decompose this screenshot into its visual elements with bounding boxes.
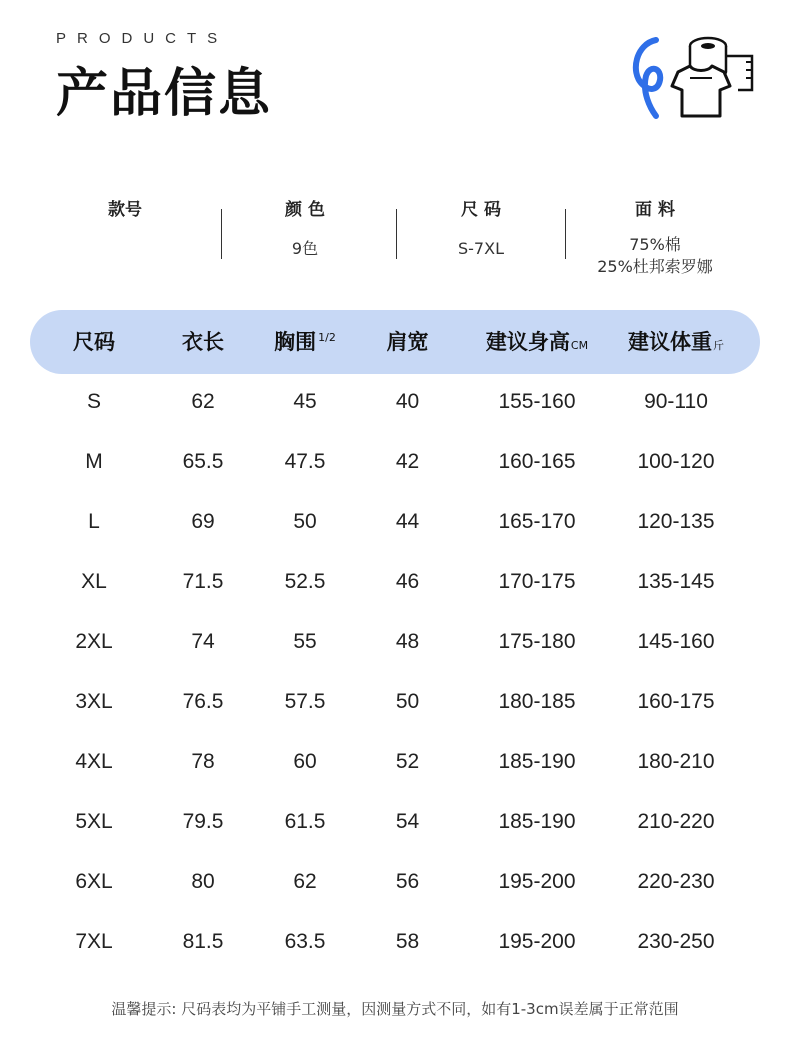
page-header: [56, 30, 272, 126]
table-cell: 44: [395, 510, 420, 533]
table-cell: 185-190: [498, 750, 576, 773]
table-row: [30, 552, 760, 612]
header-unit: CM: [570, 339, 589, 352]
table-cell: 7XL: [75, 930, 113, 953]
table-row: [30, 492, 760, 552]
table-cell: 47.5: [284, 450, 326, 473]
products-kicker: PRODUCTS: [56, 30, 229, 47]
info-label: 颜 色: [285, 200, 325, 220]
table-row: [30, 372, 760, 432]
table-cell: M: [85, 450, 103, 473]
table-cell: 180-185: [498, 690, 576, 713]
table-cell: 210-220: [637, 810, 715, 833]
table-cell: 230-250: [637, 930, 715, 953]
table-cell: 63.5: [284, 930, 326, 953]
table-row: [30, 612, 760, 672]
table-cell: 3XL: [75, 690, 113, 713]
table-row: [30, 792, 760, 852]
table-cell: 50: [293, 510, 317, 533]
header-cell: [250, 310, 360, 374]
table-cell: 56: [395, 870, 420, 893]
table-cell: 80: [191, 870, 215, 893]
table-cell: 46: [395, 570, 420, 593]
table-cell: 52: [395, 750, 420, 773]
table-cell: L: [88, 510, 100, 533]
table-cell: 40: [395, 390, 420, 413]
info-label: 款号: [108, 200, 142, 220]
table-cell: 57.5: [284, 690, 326, 713]
table-cell: 195-200: [498, 870, 576, 893]
header-text: 建议身高: [485, 330, 570, 354]
table-cell: 145-160: [637, 630, 715, 653]
table-cell: 62: [293, 870, 317, 893]
header-text: 衣长: [182, 330, 224, 354]
header-cell: [148, 310, 258, 374]
table-cell: 55: [293, 630, 317, 653]
size-table-header: [30, 310, 760, 374]
table-cell: 61.5: [284, 810, 326, 833]
table-cell: 54: [395, 810, 420, 833]
info-label: 尺 码: [461, 200, 501, 220]
header-cell: [458, 310, 616, 374]
table-cell: 42: [395, 450, 420, 473]
measurement-note: 温馨提示: 尺码表均为平铺手工测量，因测量方式不同，如有1-3cm误差属于正常范围: [111, 1000, 679, 1018]
table-cell: 170-175: [498, 570, 576, 593]
table-cell: 180-210: [637, 750, 715, 773]
table-cell: 52.5: [284, 570, 326, 593]
table-cell: 5XL: [75, 810, 113, 833]
info-style-number: [40, 195, 210, 238]
table-cell: 45: [293, 390, 317, 413]
table-row: [30, 432, 760, 492]
table-cell: 48: [395, 630, 420, 653]
tshirt-icon: [672, 66, 730, 116]
table-cell: 90-110: [644, 390, 708, 413]
table-cell: 79.5: [182, 810, 224, 833]
table-cell: 220-230: [637, 870, 715, 893]
table-cell: S: [86, 390, 101, 413]
table-cell: 100-120: [637, 450, 715, 473]
info-label: 面 料: [635, 200, 675, 220]
table-cell: 135-145: [637, 570, 715, 593]
header-cell: [30, 310, 158, 374]
header-cell: [350, 310, 465, 374]
table-cell: 6XL: [75, 870, 113, 893]
tape-measure-icon: [628, 32, 758, 122]
table-row: [30, 672, 760, 732]
page-title: 产品信息: [56, 64, 273, 124]
table-cell: XL: [81, 570, 107, 593]
info-fabric: [570, 195, 740, 278]
product-info: [40, 195, 750, 295]
table-cell: 195-200: [498, 930, 576, 953]
table-cell: 4XL: [75, 750, 113, 773]
info-size: [396, 195, 566, 260]
table-row: [30, 912, 760, 972]
table-cell: 74: [191, 630, 215, 653]
header-text: 建议体重: [628, 330, 712, 354]
table-cell: 175-180: [498, 630, 576, 653]
header-text: 肩宽: [386, 330, 429, 354]
table-cell: 76.5: [182, 690, 224, 713]
table-cell: 2XL: [75, 630, 113, 653]
table-cell: 71.5: [182, 570, 224, 593]
table-cell: 65.5: [182, 450, 224, 473]
table-cell: 160-165: [498, 450, 576, 473]
size-table-body: [30, 372, 760, 972]
header-text: 胸围: [274, 330, 317, 354]
info-value: 75%棉 25%杜邦索罗娜: [597, 235, 713, 276]
table-cell: 81.5: [182, 930, 224, 953]
header-cell: [596, 310, 756, 374]
header-unit: 1/2: [318, 331, 336, 344]
info-color: [220, 195, 390, 260]
divider: [565, 209, 566, 259]
table-row: [30, 732, 760, 792]
table-cell: 185-190: [498, 810, 576, 833]
info-value: 9色: [291, 239, 319, 258]
table-cell: 120-135: [637, 510, 715, 533]
table-cell: 78: [191, 750, 215, 773]
table-cell: 69: [191, 510, 215, 533]
table-cell: 50: [395, 690, 420, 713]
header-text: 尺码: [73, 330, 115, 354]
info-value: S-7XL: [458, 239, 504, 258]
table-cell: 60: [293, 750, 317, 773]
table-cell: 62: [191, 390, 215, 413]
table-cell: 58: [395, 930, 420, 953]
table-row: [30, 852, 760, 912]
table-cell: 155-160: [498, 390, 576, 413]
table-cell: 160-175: [637, 690, 715, 713]
table-cell: 165-170: [498, 510, 576, 533]
header-unit: 斤: [713, 339, 724, 352]
